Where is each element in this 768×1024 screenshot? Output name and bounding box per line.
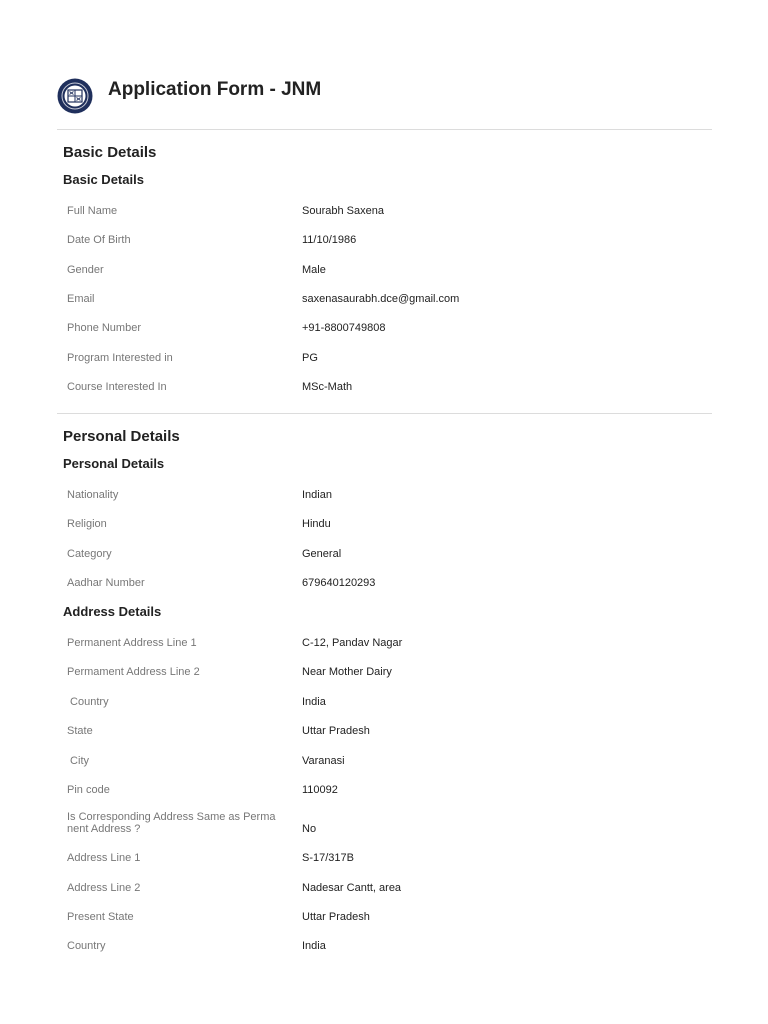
- same-address-question-label: Is Corresponding Address Same as Perma nent Address ?: [67, 811, 276, 835]
- full-name-label: Full Name: [67, 205, 118, 217]
- personal-details-subtitle: Personal Details: [63, 456, 165, 471]
- religion-label: Religion: [67, 518, 107, 530]
- institution-seal-icon: [57, 78, 93, 114]
- present-country-value: India: [302, 940, 326, 952]
- present-address-line2-label: Address Line 2: [67, 882, 141, 894]
- pin-code-label: Pin code: [67, 784, 110, 796]
- permanent-city-label: City: [67, 755, 89, 767]
- permanent-city-value: Varanasi: [302, 755, 345, 767]
- gender-label: Gender: [67, 264, 104, 276]
- present-state-value: Uttar Pradesh: [302, 911, 370, 923]
- category-label: Category: [67, 548, 112, 560]
- form-header: [57, 78, 321, 114]
- permanent-address-line1-value: C-12, Pandav Nagar: [302, 637, 403, 649]
- permanent-address-line2-label: Permament Address Line 2: [67, 666, 200, 678]
- present-state-label: Present State: [67, 911, 134, 923]
- present-address-line1-value: S-17/317B: [302, 852, 354, 864]
- full-name-value: Sourabh Saxena: [302, 205, 384, 217]
- phone-number-value: +91-8800749808: [302, 322, 386, 334]
- permanent-country-value: India: [302, 696, 326, 708]
- course-interested-value: MSc-Math: [302, 381, 353, 393]
- program-interested-label: Program Interested in: [67, 352, 173, 364]
- email-value: saxenasaurabh.dce@gmail.com: [302, 293, 460, 305]
- pin-code-value: 110092: [302, 784, 338, 796]
- personal-details-section-title: Personal Details: [63, 428, 180, 445]
- permanent-address-line2-value: Near Mother Dairy: [302, 666, 392, 678]
- present-country-label: Country: [67, 940, 106, 952]
- section-divider: [57, 413, 712, 414]
- email-label: Email: [67, 293, 95, 305]
- permanent-state-label: State: [67, 725, 93, 737]
- aadhar-number-value: 679640120293: [302, 577, 376, 589]
- course-interested-label: Course Interested In: [67, 381, 167, 393]
- permanent-state-value: Uttar Pradesh: [302, 725, 370, 737]
- aadhar-number-label: Aadhar Number: [67, 577, 145, 589]
- category-value: General: [302, 548, 342, 560]
- same-address-question-value: No: [302, 823, 317, 835]
- section-divider: [57, 129, 712, 130]
- page-title: Application Form - JNM: [108, 79, 322, 100]
- basic-details-section-title: Basic Details: [63, 144, 157, 161]
- phone-number-label: Phone Number: [67, 322, 141, 334]
- gender-value: Male: [302, 264, 326, 276]
- date-of-birth-value: 11/10/1986: [302, 234, 357, 246]
- permanent-country-label: Country: [67, 696, 109, 708]
- basic-details-subtitle: Basic Details: [63, 172, 144, 187]
- program-interested-value: PG: [302, 352, 318, 364]
- date-of-birth-label: Date Of Birth: [67, 234, 131, 246]
- nationality-value: Indian: [302, 489, 332, 501]
- present-address-line2-value: Nadesar Cantt, area: [302, 882, 402, 894]
- address-details-subtitle: Address Details: [63, 604, 162, 619]
- religion-value: Hindu: [302, 518, 331, 530]
- present-address-line1-label: Address Line 1: [67, 852, 141, 864]
- permanent-address-line1-label: Permanent Address Line 1: [67, 637, 197, 649]
- nationality-label: Nationality: [67, 489, 119, 501]
